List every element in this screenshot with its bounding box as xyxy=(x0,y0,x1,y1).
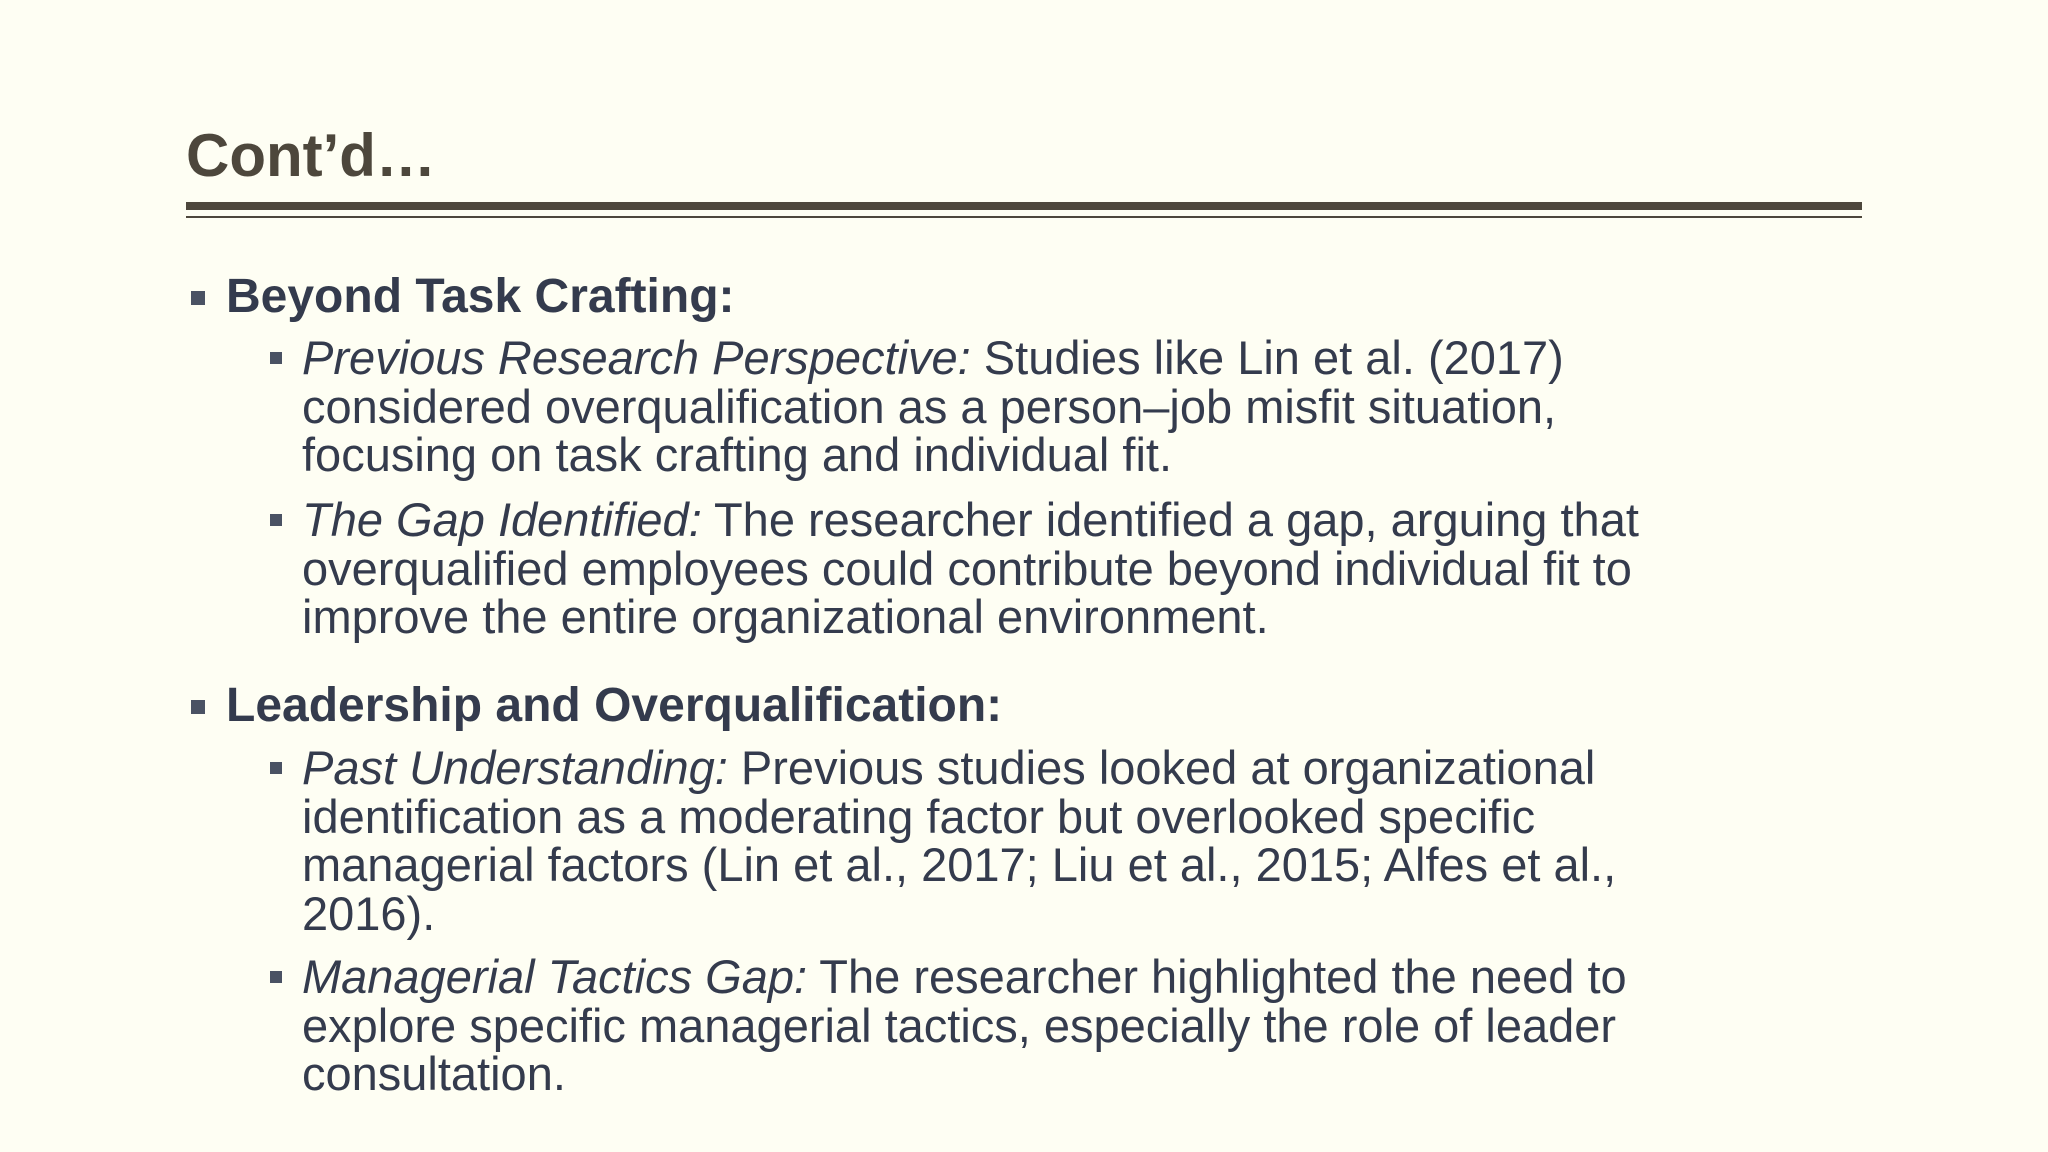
list-item-line: improve the entire organizational environment. xyxy=(302,590,1269,643)
list-item-line: explore specific managerial tactics, especially the role of leader xyxy=(302,998,1617,1052)
list-item-line: 2016). xyxy=(302,886,436,940)
list-item-previous-research-perspective xyxy=(302,331,1882,481)
square-bullet-icon xyxy=(191,291,205,305)
list-item-line xyxy=(302,493,1882,546)
list-item-gap-identified xyxy=(302,493,1882,643)
square-bullet-icon xyxy=(270,514,282,526)
list-item-line xyxy=(302,741,1882,794)
square-bullet-icon xyxy=(191,700,205,714)
square-bullet-icon xyxy=(270,352,282,364)
section-heading-leadership-overqualification: Leadership and Overqualification: xyxy=(226,679,1003,732)
square-bullet-icon xyxy=(270,762,282,774)
section-heading-beyond-task-crafting: Beyond Task Crafting: xyxy=(226,270,735,323)
list-item-line: overqualified employees could contribute beyond individual fit to xyxy=(302,541,1632,595)
list-item-line xyxy=(302,950,1882,1003)
list-item-text: Studies like Lin et al. (2017) xyxy=(970,331,1564,384)
list-item-line: focusing on task crafting and individual fit. xyxy=(302,428,1173,481)
list-item-lead: Managerial Tactics Gap: xyxy=(302,950,808,1003)
list-item-lead: Past Understanding: xyxy=(302,741,728,794)
list-item-line xyxy=(302,331,1882,384)
list-item-managerial-tactics-gap xyxy=(302,950,1882,1100)
list-item-lead: The Gap Identified: xyxy=(302,493,702,546)
list-item-lead: Previous Research Perspective: xyxy=(302,331,971,384)
list-item-line: considered overqualification as a person–job misfit situation, xyxy=(302,379,1557,433)
list-item-line: managerial factors (Lin et al., 2017; Liu et al., 2015; Alfes et al., xyxy=(302,838,1617,891)
list-item-text: The researcher highlighted the need to xyxy=(807,950,1627,1003)
list-item-line: identification as a moderating factor but overlooked specific xyxy=(302,789,1536,843)
list-item-line: consultation. xyxy=(302,1047,566,1100)
list-item-past-understanding xyxy=(302,741,1882,940)
list-item-text: Previous studies looked at organizational xyxy=(727,741,1596,794)
list-item-text: The researcher identified a gap, arguing that xyxy=(701,493,1639,546)
square-bullet-icon xyxy=(270,971,282,983)
slide-title: Cont’d… xyxy=(186,122,436,189)
